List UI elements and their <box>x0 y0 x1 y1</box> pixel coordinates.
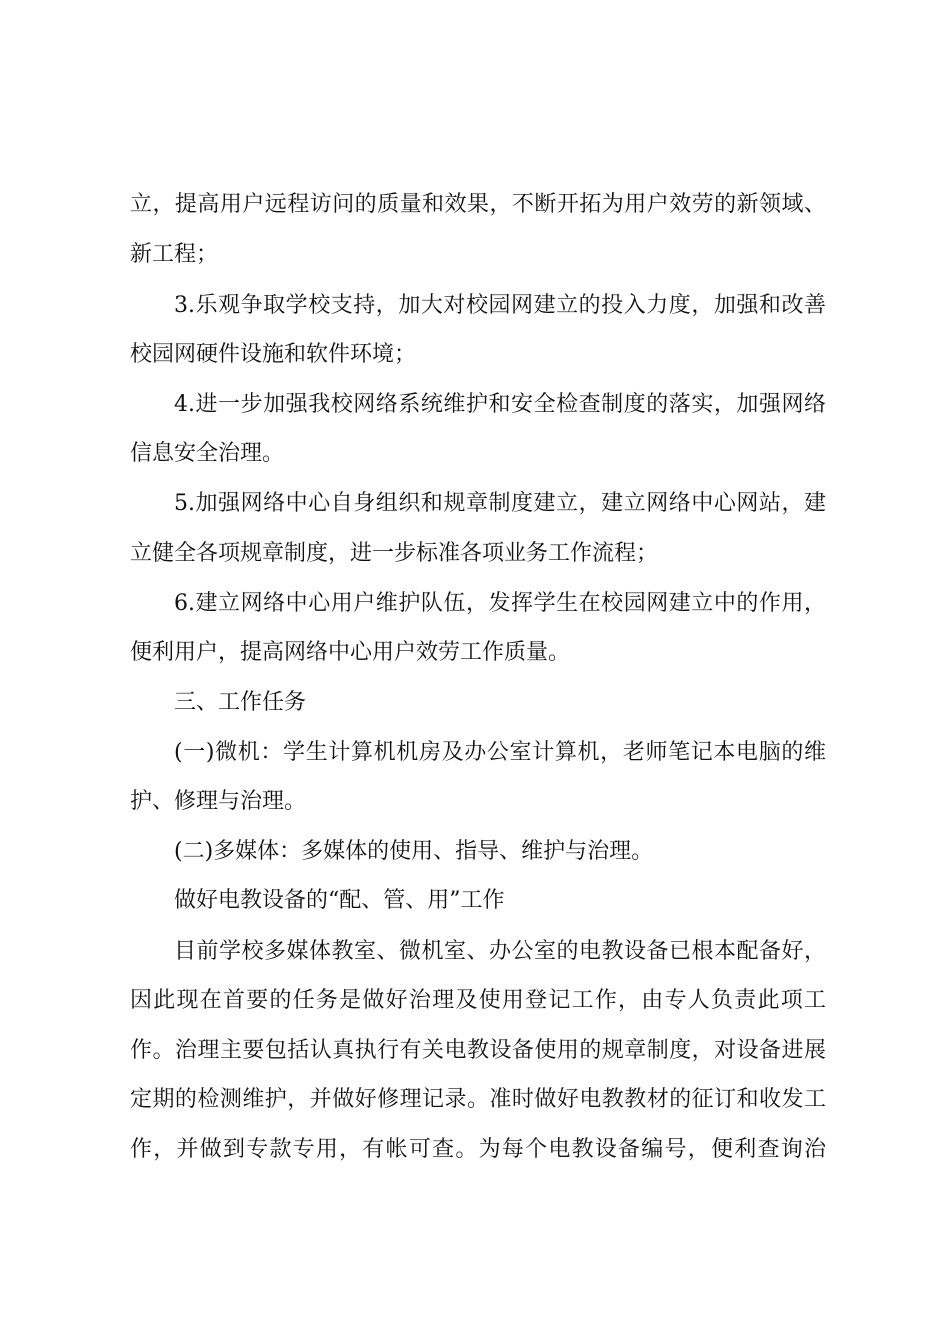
text-line: 3.乐观争取学校支持，加大对校园网建立的投入力度，加强和改善 <box>174 293 826 318</box>
text-line: 作。治理主要包括认真执行有关电教设备使用的规章制度，对设备进展 <box>130 1038 826 1063</box>
text-line: 4.进一步加强我校网络系统维护和安全检查制度的落实，加强网络 <box>174 392 826 417</box>
text-line: 目前学校多媒体教室、微机室、办公室的电教设备已根本配备好， <box>174 939 826 964</box>
section-heading: 三、工作任务 <box>174 690 307 715</box>
text-line: (一)微机：学生计算机机房及办公室计算机，老师笔记本电脑的维 <box>174 740 826 765</box>
text-line: 新工程； <box>130 242 219 267</box>
text-line: 定期的检测维护，并做好修理记录。准时做好电教教材的征订和收发工 <box>130 1087 826 1112</box>
text-line: 便利用户，提高网络中心用户效劳工作质量。 <box>130 640 571 665</box>
text-line: 因此现在首要的任务是做好治理及使用登记工作，由专人负责此项工 <box>130 988 826 1013</box>
text-line: 立健全各项规章制度，进一步标准各项业务工作流程； <box>130 541 659 566</box>
text-line: (二)多媒体：多媒体的使用、指导、维护与治理。 <box>174 839 654 864</box>
text-line: 立，提高用户远程访问的质量和效果，不断开拓为用户效劳的新领域、 <box>130 192 826 217</box>
text-line: 校园网硬件设施和软件环境； <box>130 342 417 367</box>
text-line: 信息安全治理。 <box>130 441 285 466</box>
text-line: 护、修理与治理。 <box>130 789 307 814</box>
text-line: 作，并做到专款专用，有帐可查。为每个电教设备编号，便利查询治 <box>130 1137 826 1162</box>
text-line: 5.加强网络中心自身组织和规章制度建立，建立网络中心网站，建 <box>174 491 826 516</box>
text-line: 6.建立网络中心用户维护队伍，发挥学生在校园网建立中的作用， <box>174 591 826 616</box>
text-line: 做好电教设备的“配、管、用”工作 <box>174 888 505 913</box>
